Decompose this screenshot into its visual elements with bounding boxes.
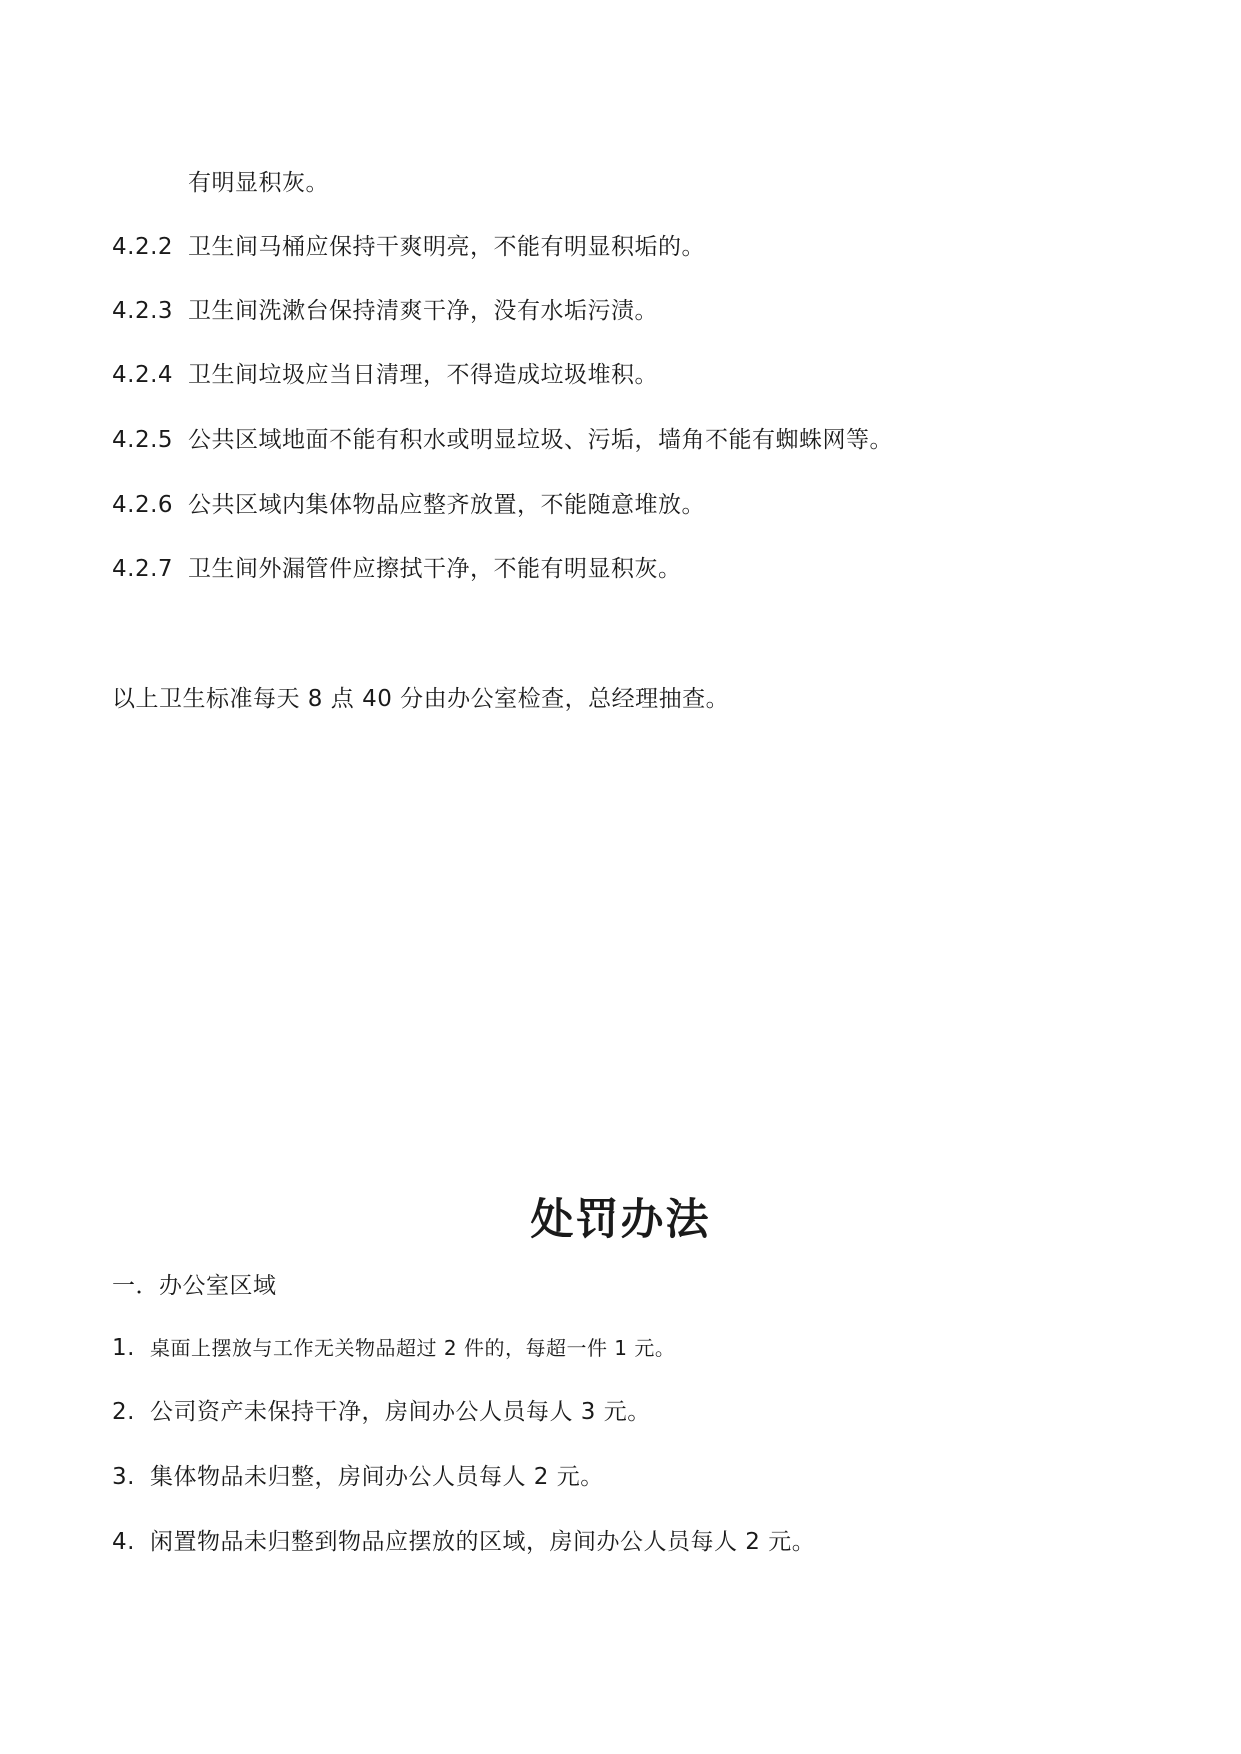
item-number: 3. bbox=[112, 1464, 135, 1490]
item-text: 卫生间马桶应保持干爽明亮，不能有明显积垢的。 bbox=[188, 234, 705, 260]
list-item bbox=[112, 232, 705, 262]
item-text: 公司资产未保持干净，房间办公人员每人 3 元。 bbox=[150, 1399, 651, 1425]
item-text: 卫生间垃圾应当日清理，不得造成垃圾堆积。 bbox=[188, 362, 658, 388]
list-item bbox=[112, 296, 658, 326]
item-number: 4.2.7 bbox=[112, 556, 174, 582]
list-item bbox=[112, 1397, 651, 1427]
section-heading: 一．办公室区域 bbox=[112, 1273, 277, 1299]
list-item bbox=[112, 360, 658, 390]
item-text: 桌面上摆放与工作无关物品超过 2 件的，每超一件 1 元。 bbox=[150, 1336, 676, 1360]
item-number: 4. bbox=[112, 1529, 135, 1555]
list-item bbox=[112, 490, 705, 520]
item-text: 卫生间洗漱台保持清爽干净，没有水垢污渍。 bbox=[188, 298, 658, 324]
item-text: 卫生间外漏管件应擦拭干净，不能有明显积灰。 bbox=[188, 556, 682, 582]
item-number: 2. bbox=[112, 1399, 135, 1425]
item-text: 集体物品未归整，房间办公人员每人 2 元。 bbox=[150, 1464, 604, 1490]
item-text: 闲置物品未归整到物品应摆放的区域，房间办公人员每人 2 元。 bbox=[150, 1529, 816, 1555]
penalty-title: 处罚办法 bbox=[530, 1195, 711, 1245]
item-number: 4.2.4 bbox=[112, 362, 174, 388]
item-text: 公共区域内集体物品应整齐放置，不能随意堆放。 bbox=[188, 492, 705, 518]
list-item bbox=[112, 554, 682, 584]
item-text: 公共区域地面不能有积水或明显垃圾、污垢，墙角不能有蜘蛛网等。 bbox=[188, 427, 893, 453]
list-item bbox=[112, 1462, 604, 1492]
item-number: 4.2.5 bbox=[112, 427, 174, 453]
item-number: 4.2.2 bbox=[112, 234, 174, 260]
summary-text: 以上卫生标准每天 8 点 40 分由办公室检查，总经理抽查。 bbox=[112, 686, 730, 712]
item-number: 4.2.3 bbox=[112, 298, 174, 324]
list-item bbox=[112, 1527, 815, 1557]
item-number: 1. bbox=[112, 1335, 135, 1361]
item-number: 4.2.6 bbox=[112, 492, 174, 518]
list-item bbox=[112, 425, 893, 455]
list-item bbox=[112, 1333, 675, 1363]
continuation-text: 有明显积灰。 bbox=[188, 170, 329, 196]
